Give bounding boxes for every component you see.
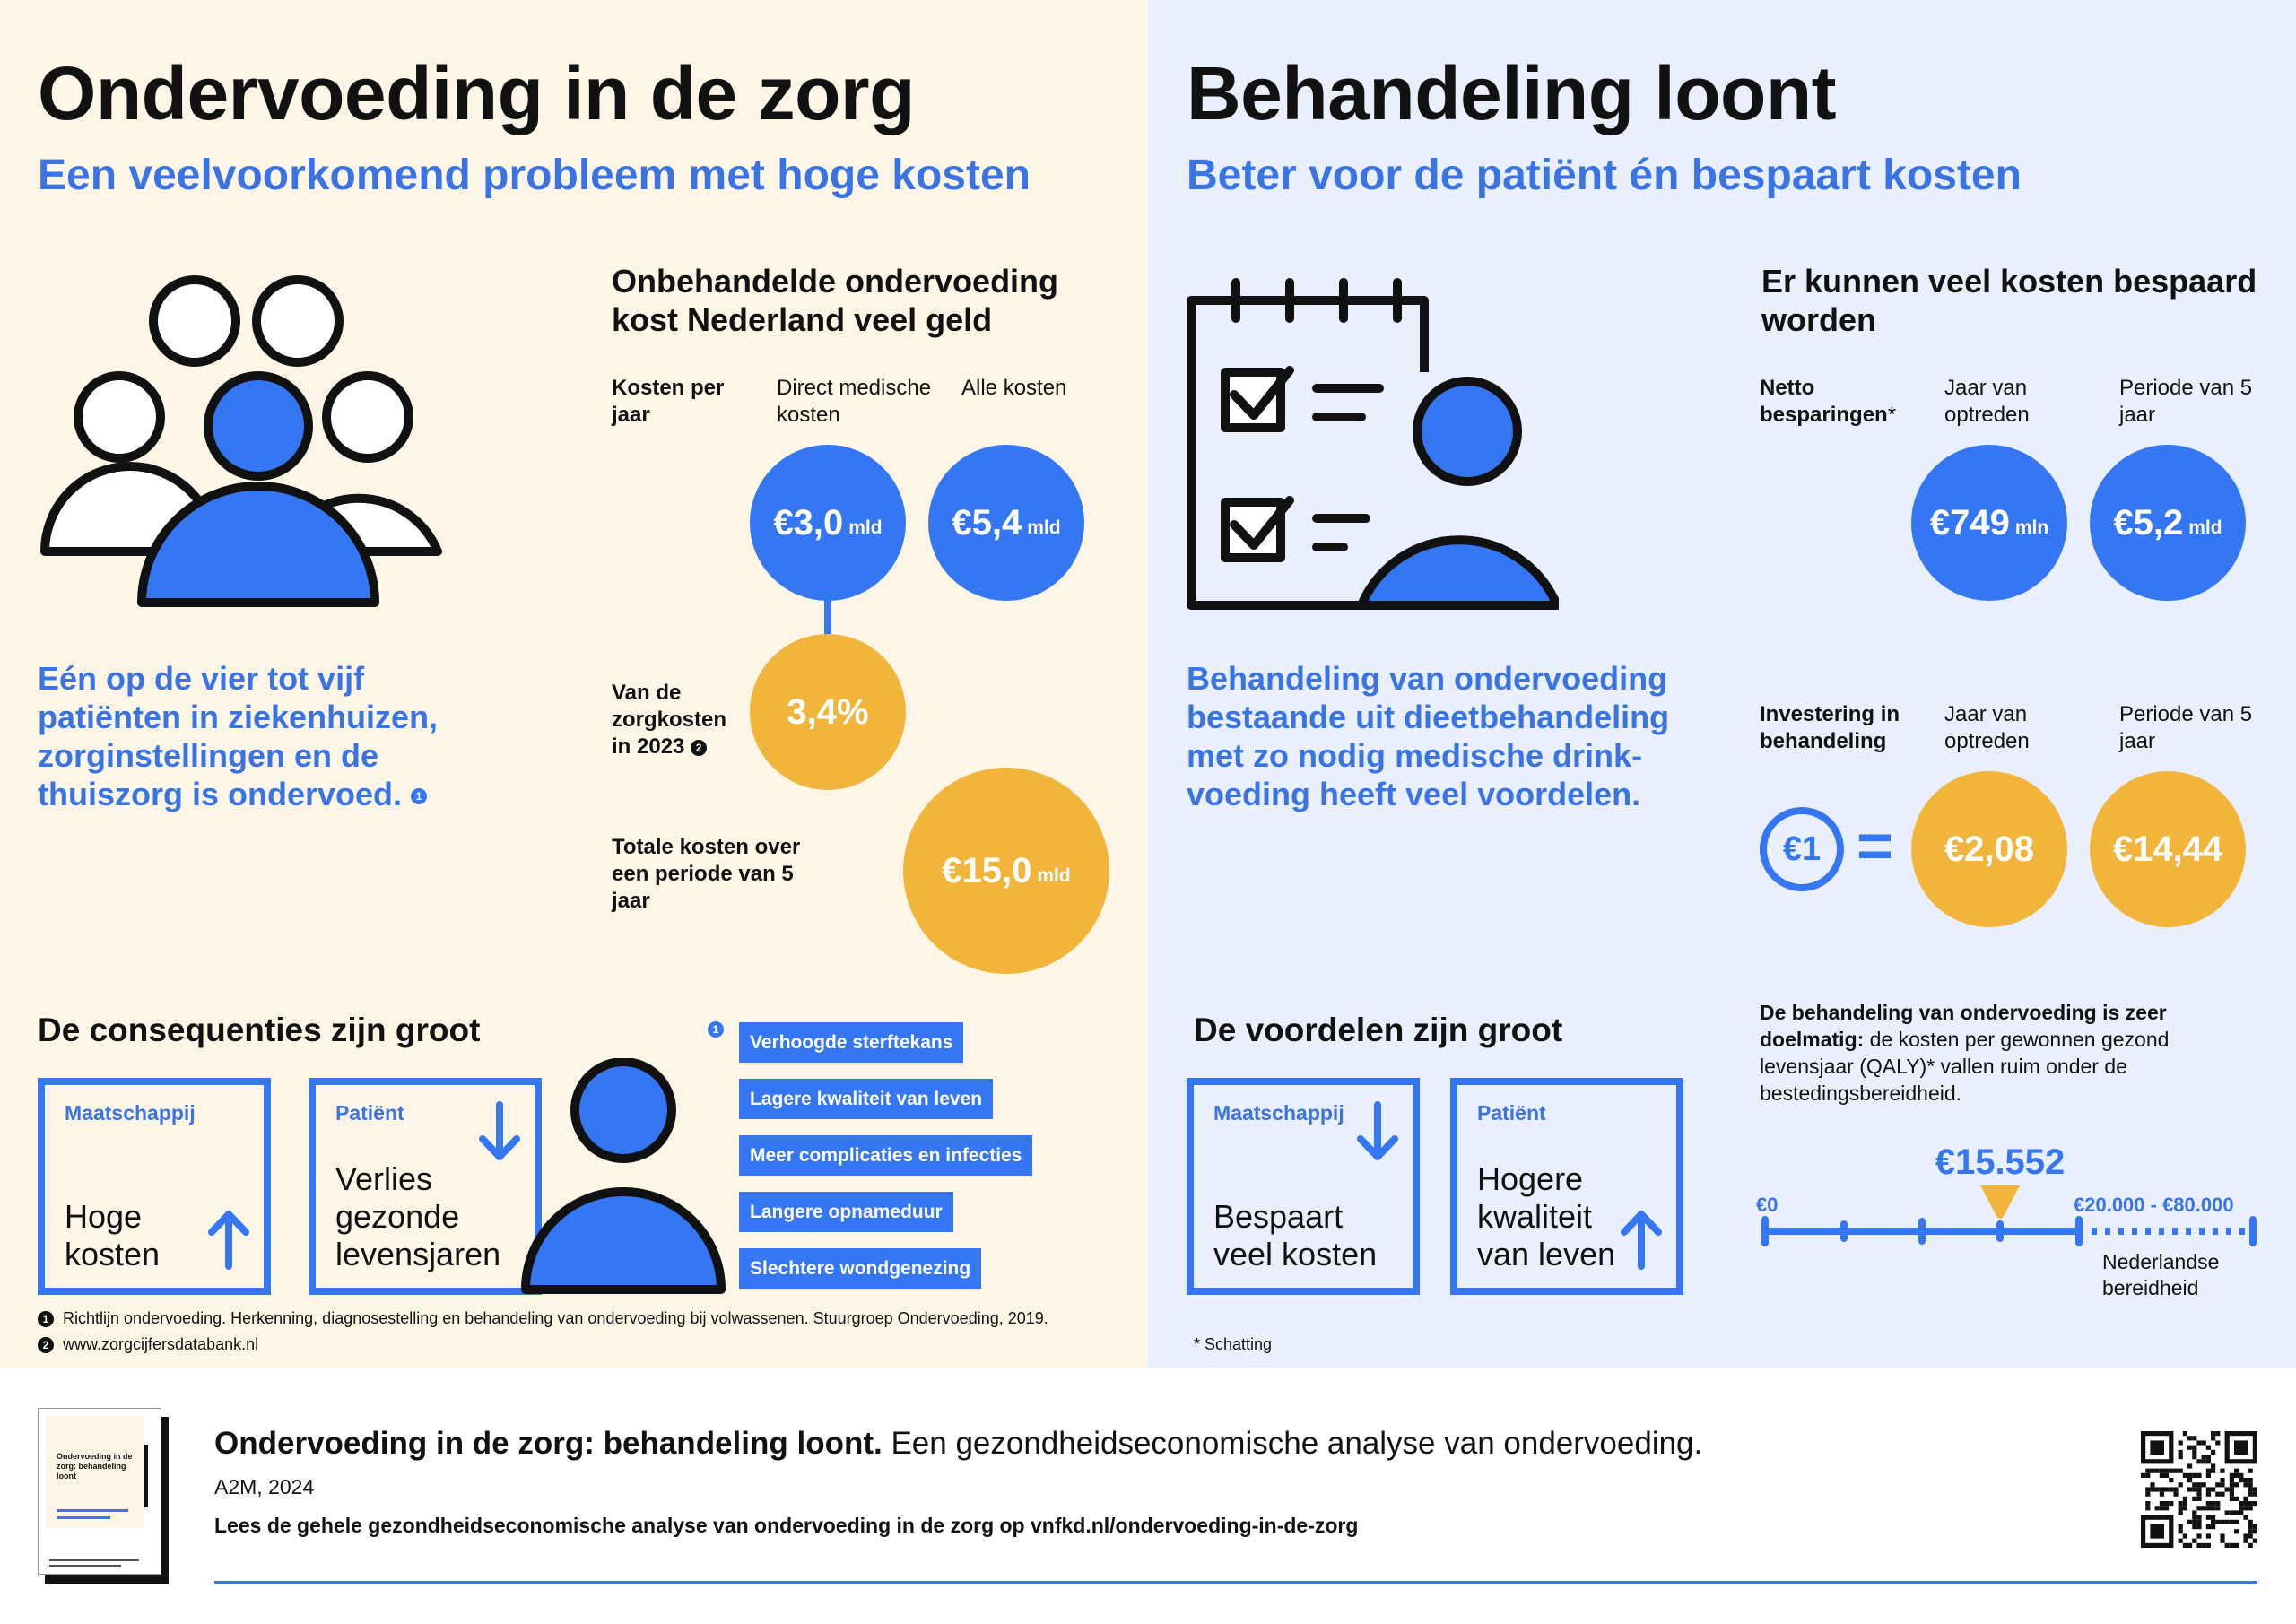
- tag-mortality: Verhoogde sterftekans: [739, 1022, 963, 1063]
- patient-label: Patiënt: [335, 1101, 404, 1125]
- benefits-patient-label: Patiënt: [1477, 1101, 1546, 1125]
- patient-box: [309, 1078, 542, 1295]
- footnote-2: 2 www.zorgcijfersdatabank.nl: [38, 1335, 258, 1354]
- direct-cost-circle: €3,0 mld: [750, 445, 906, 601]
- society-text: Hoge kosten: [65, 1198, 161, 1272]
- savings-col-year: Jaar van optreden: [1944, 376, 2030, 427]
- equals-sign: =: [1857, 811, 1893, 881]
- scale-min-label: €0: [1756, 1194, 1779, 1216]
- arrow-down-icon: [477, 1101, 522, 1164]
- investment-col-year: Jaar van optreden: [1944, 702, 2030, 753]
- right-subtitle: Beter voor de patiënt én bespaart kosten: [1187, 152, 2022, 199]
- thumbnail-title: Ondervoeding in de zorg: behandeling loont: [57, 1452, 133, 1481]
- benefits-society-box: [1187, 1078, 1420, 1295]
- qr-code-icon[interactable]: [2141, 1431, 2257, 1548]
- return-year-circle: €2,08: [1911, 771, 2067, 927]
- footer-title: Ondervoeding in de zorg: behandeling loont. Een gezondheidseconomische analyse van ondervoeding.: [214, 1426, 1703, 1461]
- tag-quality-of-life: Lagere kwaliteit van leven: [739, 1079, 993, 1119]
- left-title: Ondervoeding in de zorg: [38, 51, 915, 135]
- footer-link[interactable]: Lees de gehele gezondheidseconomische analyse van ondervoeding in de zorg op vnfkd.nl/ondervoeding-in-de-zorg: [214, 1514, 1359, 1537]
- qaly-marker-value: €15.552: [1935, 1142, 2066, 1182]
- right-quote: Behandeling van ondervoeding bestaande uit dieetbehandeling met zo nodig medische drink-voeding heeft veel voordelen.: [1187, 660, 1670, 812]
- tag-wound-healing: Slechtere wondgenezing: [739, 1248, 981, 1289]
- share-circle: 3,4%: [750, 634, 906, 790]
- benefits-patient-text: Hogere kwaliteit van leven: [1477, 1160, 1616, 1272]
- scale-max-caption: Nederlandse bereidheid: [2102, 1250, 2220, 1299]
- right-title: Behandeling loont: [1187, 51, 1837, 135]
- right-footnote: * Schatting: [1194, 1335, 1273, 1353]
- report-thumbnail: [38, 1408, 161, 1575]
- consequences-heading: De consequenties zijn groot: [38, 1012, 481, 1048]
- person-icon: [520, 1058, 726, 1300]
- arrow-up-icon: [1619, 1207, 1664, 1270]
- costs-heading: Onbehandelde ondervoeding kost Nederland veel geld: [612, 263, 1059, 338]
- footer-source: A2M, 2024: [214, 1475, 315, 1498]
- arrow-down-icon: [1355, 1101, 1400, 1164]
- tags-ref: 1: [708, 1021, 724, 1038]
- benefits-society-text: Bespaart veel kosten: [1213, 1198, 1378, 1272]
- footnote-ref: 1: [411, 788, 427, 804]
- society-box: [38, 1078, 271, 1295]
- costs-row-label: Kosten per jaar: [612, 376, 725, 427]
- efficiency-text: De behandeling van ondervoeding is zeer doelmatig: de kosten per gewonnen gezond levensjaar (QALY)* vallen ruim onder de bestedingsbereidheid.: [1760, 1001, 2170, 1105]
- all-cost-circle: €5,4 mld: [928, 445, 1084, 601]
- investment-col-period: Periode van 5 jaar: [2119, 702, 2253, 753]
- tag-complications: Meer complicaties en infecties: [739, 1135, 1032, 1176]
- savings-row-label: Netto besparingen*: [1760, 376, 1897, 427]
- savings-year-circle: €749 mln: [1911, 445, 2067, 601]
- qaly-scale: [1758, 1211, 2260, 1246]
- total-label: Totale kosten over een periode van 5 jaar: [612, 835, 801, 913]
- patient-text: Verlies gezonde levensjaren: [335, 1160, 501, 1272]
- total-circle: €15,0 mld: [903, 768, 1109, 974]
- society-label: Maatschappij: [65, 1101, 196, 1125]
- benefits-society-label: Maatschappij: [1213, 1101, 1344, 1125]
- benefits-patient-box: [1450, 1078, 1683, 1295]
- left-subtitle: Een veelvoorkomend probleem met hoge kosten: [38, 152, 1031, 199]
- footer-divider: [214, 1581, 2257, 1584]
- share-label: Van de zorgkosten in 2023 2: [612, 681, 727, 759]
- scale-max-label: €20.000 - €80.000: [2074, 1194, 2234, 1216]
- savings-heading: Er kunnen veel kosten bespaard worden: [1761, 263, 2257, 338]
- clipboard-checklist-icon: [1182, 274, 1559, 614]
- costs-col-all: Alle kosten: [961, 376, 1067, 400]
- return-period-circle: €14,44: [2090, 771, 2246, 927]
- costs-col-direct: Direct medische kosten: [777, 376, 932, 427]
- benefits-heading: De voordelen zijn groot: [1194, 1012, 1563, 1048]
- left-quote: Eén op de vier tot vijf patiënten in ziekenhuizen, zorginstellingen en de thuiszorg is ondervoed. 1: [38, 660, 439, 812]
- footnote-1: 1 Richtlijn ondervoeding. Herkenning, diagnosestelling en behandeling van ondervoeding bij volwassenen. Stuurgroep Ondervoeding, 2019.: [38, 1309, 1048, 1328]
- tag-admission: Langere opnameduur: [739, 1192, 953, 1232]
- one-euro-circle: €1: [1760, 807, 1844, 891]
- group-of-people-icon: [36, 269, 448, 610]
- savings-col-period: Periode van 5 jaar: [2119, 376, 2253, 427]
- arrow-up-icon: [206, 1207, 251, 1270]
- investment-row-label: Investering in behandeling: [1760, 702, 1900, 753]
- savings-period-circle: €5,2 mld: [2090, 445, 2246, 601]
